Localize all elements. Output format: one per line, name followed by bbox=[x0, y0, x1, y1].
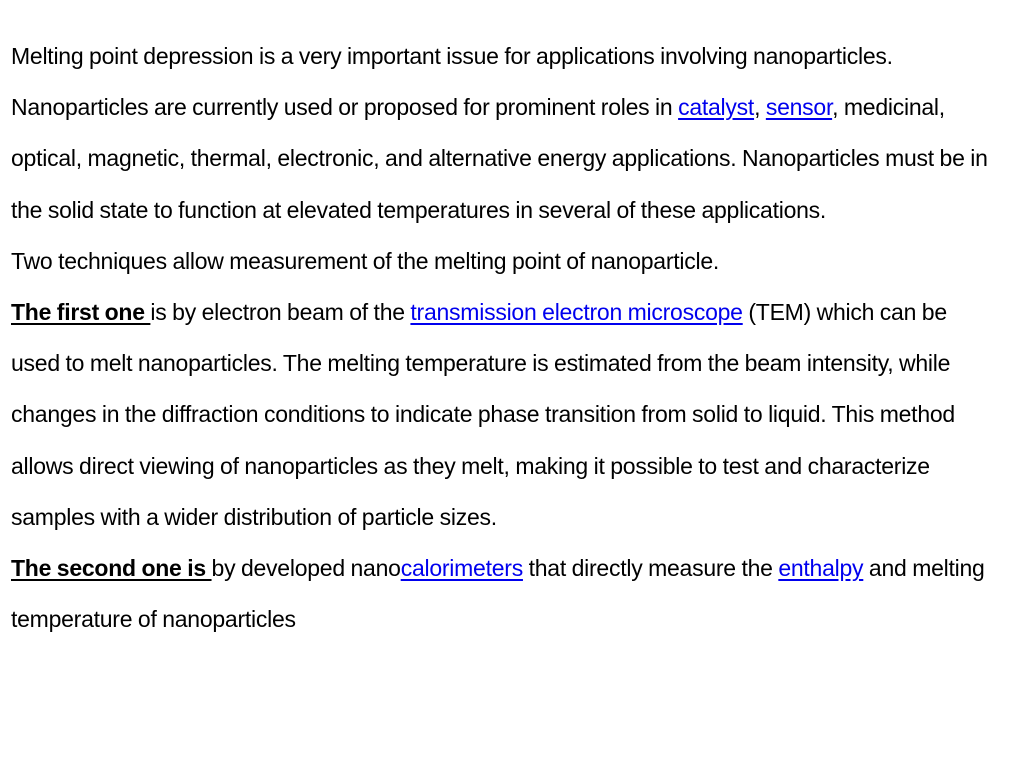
second-technique-text: by developed nano bbox=[211, 555, 401, 582]
link-enthalpy[interactable]: enthalpy bbox=[778, 555, 864, 582]
first-technique-text: is by electron beam of the bbox=[150, 299, 411, 326]
paragraph-techniques bbox=[11, 236, 1001, 287]
slide-body bbox=[11, 31, 1001, 645]
first-technique-heading: The first one bbox=[11, 299, 151, 326]
intro-text: Melting point depression is a very important issue for applications involving nanoparticles. Nanoparticles are currently used or proposed for prominent roles in bbox=[11, 43, 893, 121]
second-technique-text-continued: that directly measure the bbox=[522, 555, 779, 582]
intro-text-continued: , medicinal, optical, magnetic, thermal, electronic, and alternative energy applications. Nanoparticles must be in the solid state to function at elevated temperatures in several of these applications. bbox=[11, 94, 988, 223]
techniques-text: Two techniques allow measurement of the melting point of nanoparticle. bbox=[11, 247, 720, 274]
link-sensor[interactable]: sensor bbox=[765, 94, 833, 121]
link-catalyst[interactable]: catalyst bbox=[678, 94, 755, 121]
second-technique-text-end: and melting temperature of nanoparticles bbox=[11, 555, 985, 633]
separator-comma: , bbox=[754, 94, 766, 121]
second-technique-heading: The second one is bbox=[11, 555, 212, 582]
paragraph-second-technique bbox=[11, 543, 1001, 645]
link-transmission-electron-microscope[interactable]: transmission electron microscope bbox=[410, 299, 743, 326]
first-technique-text-continued: (TEM) which can be used to melt nanoparticles. The melting temperature is estimated from the beam intensity, while changes in the diffraction conditions to indicate phase transition from solid to liquid. This method allows direct viewing of nanoparticles as they melt, making it possible to test and characterize samples with a wider distribution of particle sizes. bbox=[11, 299, 955, 530]
paragraph-first-technique bbox=[11, 287, 1001, 543]
link-calorimeters[interactable]: calorimeters bbox=[400, 555, 523, 582]
paragraph-intro bbox=[11, 31, 1001, 236]
